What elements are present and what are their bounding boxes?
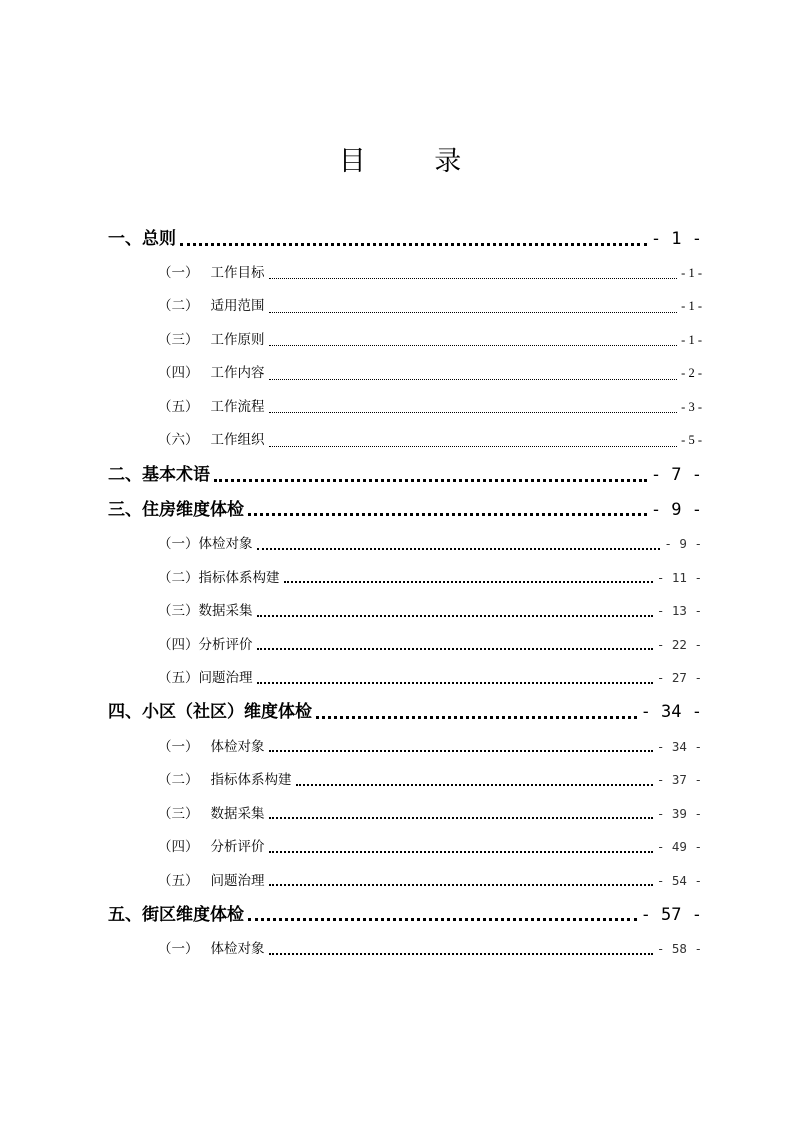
toc-entry[interactable] [108,290,702,324]
toc-entry-number: （六） [158,432,199,449]
toc-entry-page-number: - 3 - [681,399,702,414]
toc-entry[interactable] [108,763,702,797]
toc-entry-label: 分析评价 [210,839,265,856]
toc-entry-page-number: - 22 - [656,636,702,652]
toc-entry-page-number: - 34 - [640,702,702,723]
toc-entry-number: （四） [158,636,199,653]
dot-leader [257,671,653,685]
toc-entry-label: 指标体系构建 [210,772,292,789]
dot-leader [269,435,678,449]
toc-entry-number: （三） [158,805,199,822]
toc-entry-number: （三） [158,603,199,620]
toc-entry-page-number: - 1 - [650,229,702,249]
toc-entry-page-number: - 2 - [681,366,702,381]
toc-entry-label: 问题治理 [198,670,253,687]
dot-leader [257,638,653,652]
toc-entry[interactable] [108,324,702,358]
toc-entry-number: 二、 [108,465,142,486]
toc-entry-label: 体检对象 [198,536,253,553]
dot-leader [269,300,678,314]
toc-entry-number: （五） [158,872,199,889]
toc-entry[interactable] [108,493,702,528]
dot-leader [269,367,678,381]
toc-entry[interactable] [108,391,702,425]
toc-entry-number: （二） [158,772,199,789]
toc-entry-number: （四） [158,365,199,382]
toc-entry[interactable] [108,458,702,493]
toc-entry[interactable] [108,222,702,257]
toc-entry-page-number: - 34 - [656,738,702,754]
toc-entry-number: （五） [158,670,199,687]
toc-entry-label: 分析评价 [198,636,253,653]
dot-leader [269,874,653,888]
toc-entry-label: 数据采集 [198,603,253,620]
toc-entry-number: （一） [158,264,199,281]
toc-entry-label: 工作流程 [210,398,265,415]
table-of-contents [108,222,702,966]
toc-entry-number: （五） [158,398,199,415]
toc-entry-number: （二） [158,298,199,315]
toc-entry-label: 工作内容 [210,365,265,382]
toc-entry-page-number: - 9 - [650,499,702,520]
dot-leader [296,773,653,787]
toc-entry-page-number: - 39 - [656,805,702,821]
toc-entry-page-number: - 11 - [656,569,702,585]
toc-entry-label: 街区维度体检 [142,904,244,925]
toc-entry-number: （三） [158,331,199,348]
toc-entry-label: 体检对象 [210,941,265,957]
toc-entry[interactable] [108,898,702,933]
toc-entry[interactable] [108,864,702,898]
toc-entry-page-number: - 9 - [664,536,702,552]
toc-entry-page-number: - 27 - [656,670,702,686]
toc-entry-page-number: - 54 - [656,872,702,888]
toc-entry-label: 体检对象 [210,738,265,755]
toc-entry-page-number: - 5 - [681,433,702,448]
dot-leader [257,537,661,551]
toc-entry-number: 一、 [108,229,142,249]
toc-entry-number: （一） [158,738,199,755]
toc-entry-label: 问题治理 [210,872,265,889]
toc-entry-label: 小区（社区）维度体检 [142,702,312,723]
dot-leader [214,467,647,484]
toc-entry-page-number: - 13 - [656,603,702,619]
toc-entry[interactable] [108,424,702,458]
toc-entry-label: 住房维度体检 [142,499,244,520]
dot-leader [284,571,653,585]
dot-leader [269,267,678,281]
toc-entry[interactable] [108,730,702,764]
toc-entry-page-number: - 49 - [656,839,702,855]
dot-leader [248,501,647,518]
toc-entry[interactable] [108,357,702,391]
dot-leader [269,740,653,754]
toc-entry-number: （四） [158,839,199,856]
toc-entry-page-number: - 37 - [656,772,702,788]
toc-entry-label: 工作目标 [210,264,265,281]
toc-entry-page-number: - 57 - [640,904,702,925]
dot-leader [316,704,637,721]
toc-entry-page-number: - 1 - [681,332,702,347]
toc-entry-page-number: - 58 - [656,941,702,956]
toc-entry-number: （一） [158,941,199,957]
toc-entry-number: 三、 [108,499,142,520]
toc-entry[interactable] [108,594,702,628]
dot-leader [257,604,653,618]
toc-entry-page-number: - 1 - [681,299,702,314]
toc-entry-label: 指标体系构建 [198,569,280,586]
dot-leader [269,334,678,348]
toc-entry[interactable] [108,695,702,730]
toc-entry[interactable] [108,561,702,595]
toc-entry-label: 基本术语 [142,465,210,486]
toc-entry-number: 四、 [108,702,142,723]
toc-entry-number: （二） [158,569,199,586]
toc-entry[interactable] [108,527,702,561]
toc-entry[interactable] [108,257,702,291]
toc-entry-number: 五、 [108,904,142,925]
dot-leader [269,807,653,821]
toc-entry-label: 工作原则 [210,331,265,348]
dot-leader [269,942,653,956]
toc-entry-label: 适用范围 [210,298,265,315]
toc-entry-page-number: - 1 - [681,265,702,280]
toc-entry-label: 工作组织 [210,432,265,449]
page-title: 目 录 [338,146,492,177]
toc-entry[interactable] [108,830,702,864]
toc-entry[interactable] [108,797,702,831]
toc-entry-label: 总则 [142,229,176,249]
toc-entry[interactable] [108,932,702,966]
toc-entry-number: （一） [158,536,199,553]
toc-entry-page-number: - 7 - [650,465,702,486]
toc-entry-label: 数据采集 [210,805,265,822]
dot-leader [248,906,637,923]
dot-leader [180,231,647,248]
toc-entry[interactable] [108,661,702,695]
dot-leader [269,401,678,415]
toc-entry[interactable] [108,628,702,662]
dot-leader [269,840,653,854]
